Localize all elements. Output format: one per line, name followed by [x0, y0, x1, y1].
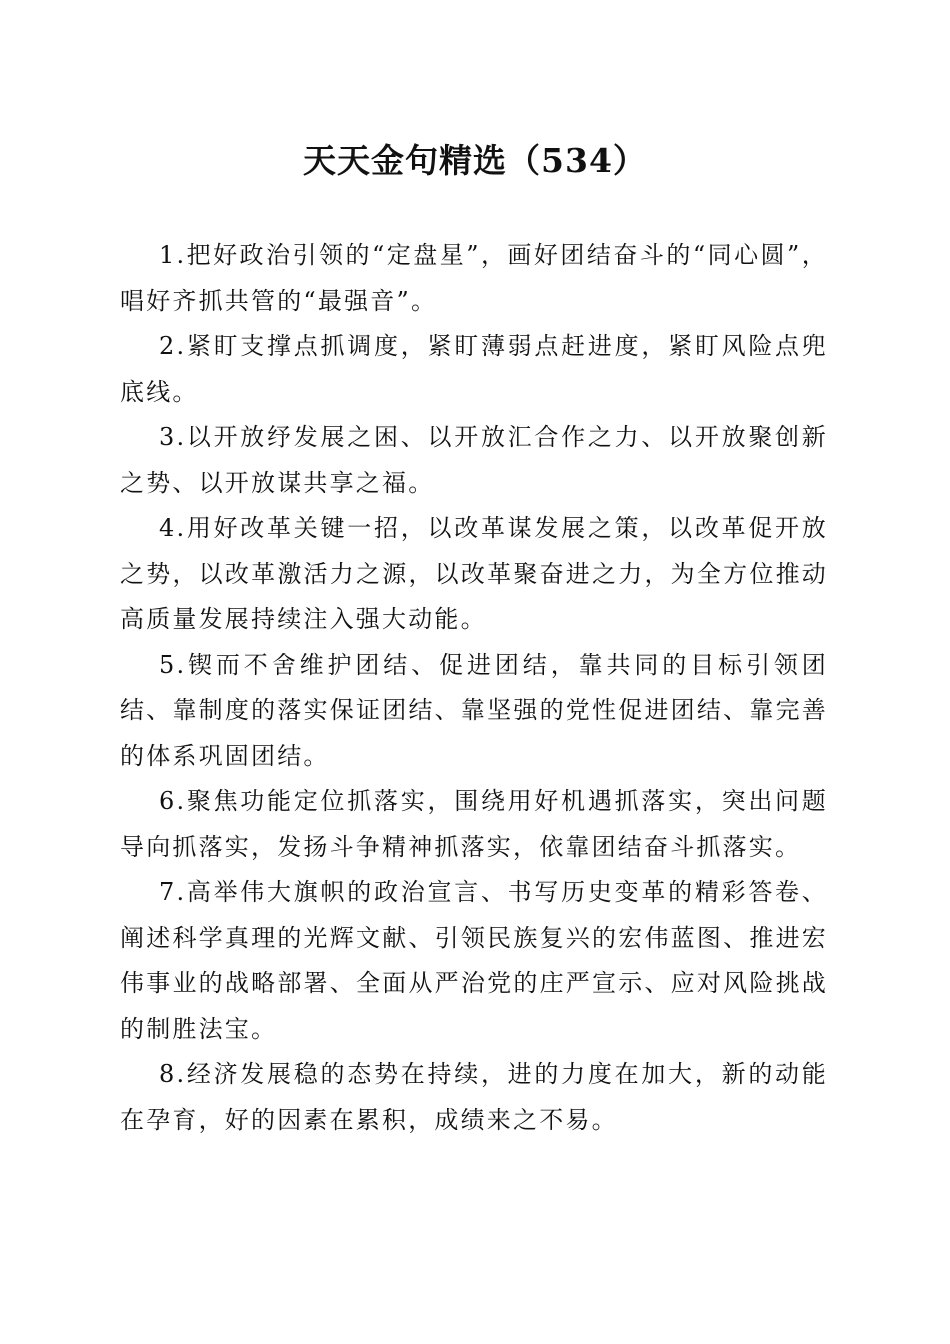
quote-item-7: 7.高举伟大旗帜的政治宣言、书写历史变革的精彩答卷、阐述科学真理的光辉文献、引领民族复兴的宏伟蓝图、推进宏伟事业的战略部署、全面从严治党的庄严宣示、应对风险挑战的制胜法宝。: [120, 878, 828, 1043]
quote-item-4: 4.用好改革关键一招，以改革谋发展之策，以改革促开放之势，以改革激活力之源，以改革聚奋进之力，为全方位推动高质量发展持续注入强大动能。: [120, 514, 828, 633]
quote-item-5: 5.锲而不舍维护团结、促进团结，靠共同的目标引领团结、靠制度的落实保证团结、靠坚强的党性促进团结、靠完善的体系巩固团结。: [120, 650, 828, 770]
quote-item-1: 1.把好政治引领的“定盘星”，画好团结奋斗的“同心圆”，唱好齐抓共管的“最强音”。: [120, 241, 828, 315]
quote-item-2: 2.紧盯支撑点抓调度，紧盯薄弱点赶进度，紧盯风险点兜底线。: [120, 332, 828, 406]
quote-item-8: 8.经济发展稳的态势在持续，进的力度在加大，新的动能在孕育，好的因素在累积，成绩来之不易。: [120, 1060, 828, 1134]
document-body: [120, 233, 828, 1143]
quote-item-6: 6.聚焦功能定位抓落实，围绕用好机遇抓落实，突出问题导向抓落实，发扬斗争精神抓落实，依靠团结奋斗抓落实。: [120, 787, 828, 861]
quote-item-3: 3.以开放纾发展之困、以开放汇合作之力、以开放聚创新之势、以开放谋共享之福。: [120, 423, 828, 497]
document-title: 天天金句精选（534）: [303, 141, 647, 180]
